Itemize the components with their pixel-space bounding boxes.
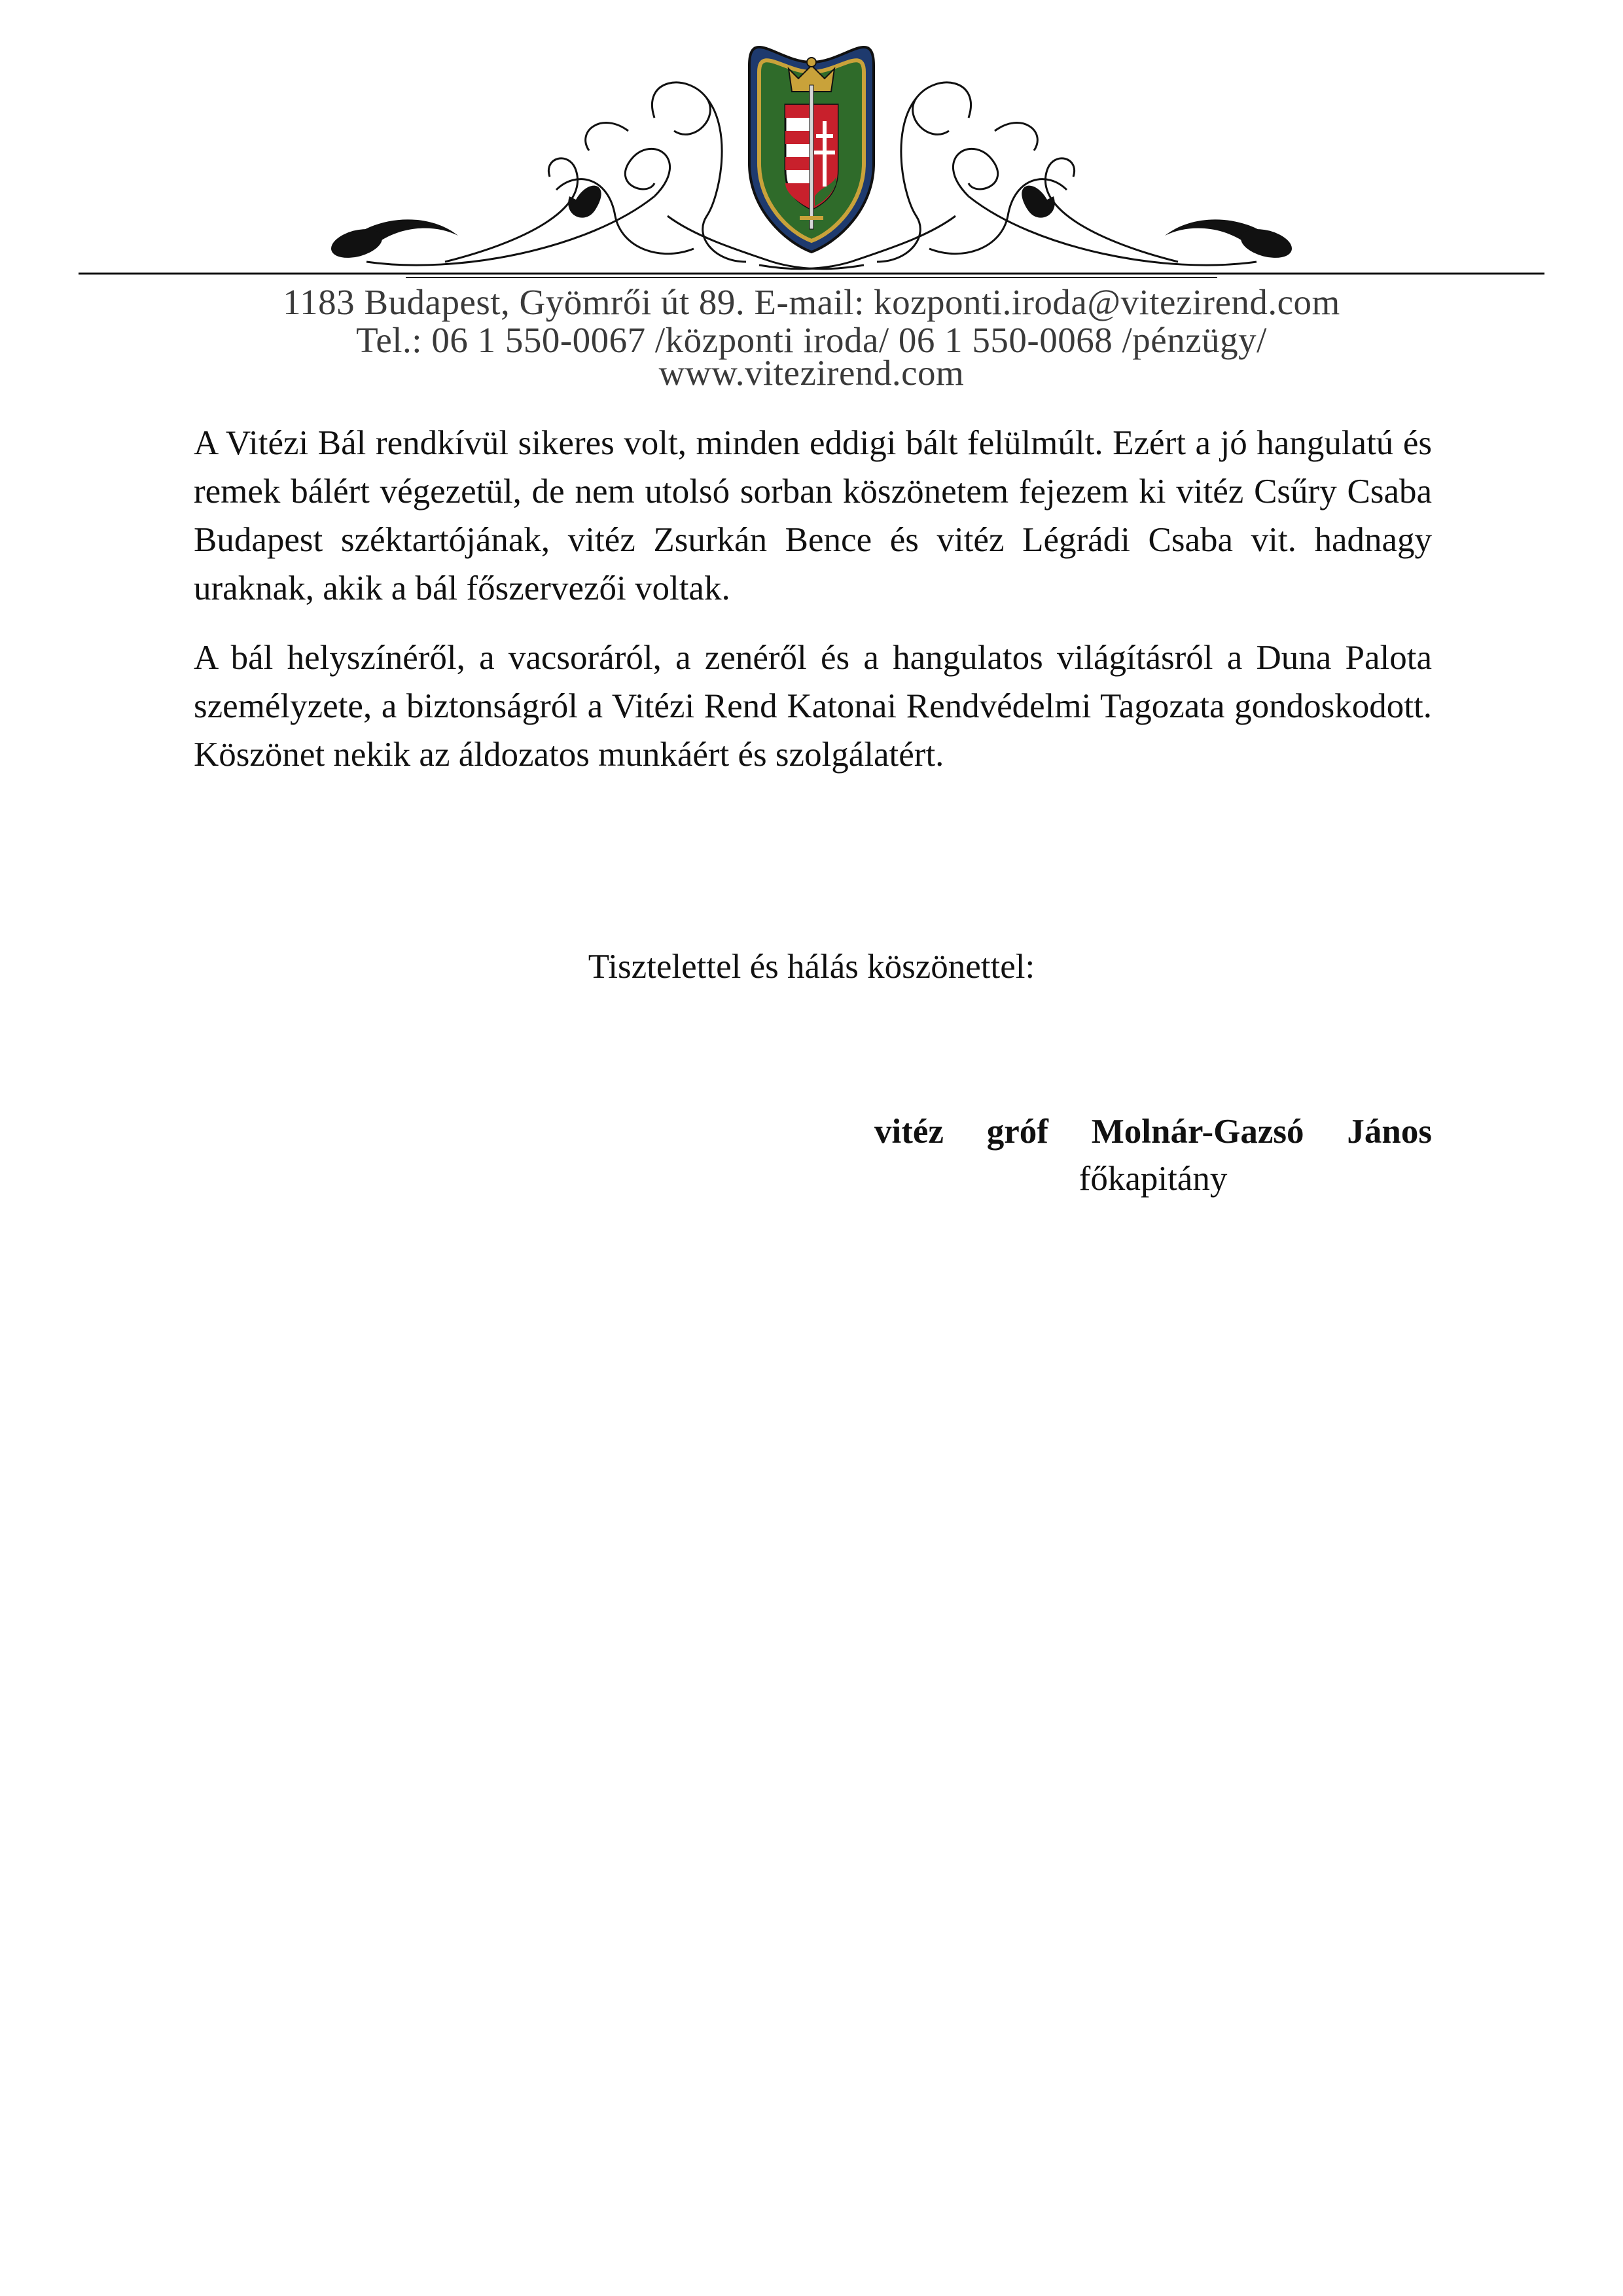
closing-line: Tisztelettel és hálás köszönettel: [588, 948, 1035, 986]
letterhead-ornament [0, 0, 1623, 288]
phone-line: Tel.: 06 1 550-0067 /központi iroda/ 06 1 550-0068 /pénzügy/ [356, 320, 1267, 360]
paragraph-2 [194, 634, 1432, 779]
paragraph-1-text: A Vitézi Bál rendkívül sikeres volt, minden eddigi bált felülmúlt. Ezért a jó hangulatú és remek bálért végezetül, de nem utolsó sorban köszönetem fejezem ki vitéz Csűry Csaba Budapest széktartójának, vitéz Zsurkán Bence és vitéz Légrádi Csaba vit. hadnagy uraknak, akik a bál főszervezői voltak. [194, 424, 1432, 607]
address-line: 1183 Budapest, Gyömrői út 89. E-mail: kozponti.iroda@vitezirend.com [283, 282, 1340, 322]
signer-name: vitéz gróf Molnár-Gazsó János [874, 1113, 1432, 1151]
web-line: www.vitezirend.com [658, 353, 965, 393]
coat-of-arms-icon [749, 47, 874, 252]
paragraph-1 [194, 419, 1432, 613]
paragraph-2-text: A bál helyszínéről, a vacsoráról, a zenéről és a hangulatos világításról a Duna Palota személyzete, a biztonságról a Vitézi Rend Katonai Rendvédelmi Tagozata gondoskodott. Köszönet nekik az áldozatos munkáért és szolgálatért. [194, 639, 1432, 774]
letterhead [0, 0, 1623, 393]
signer-title: főkapitány [1079, 1160, 1228, 1198]
